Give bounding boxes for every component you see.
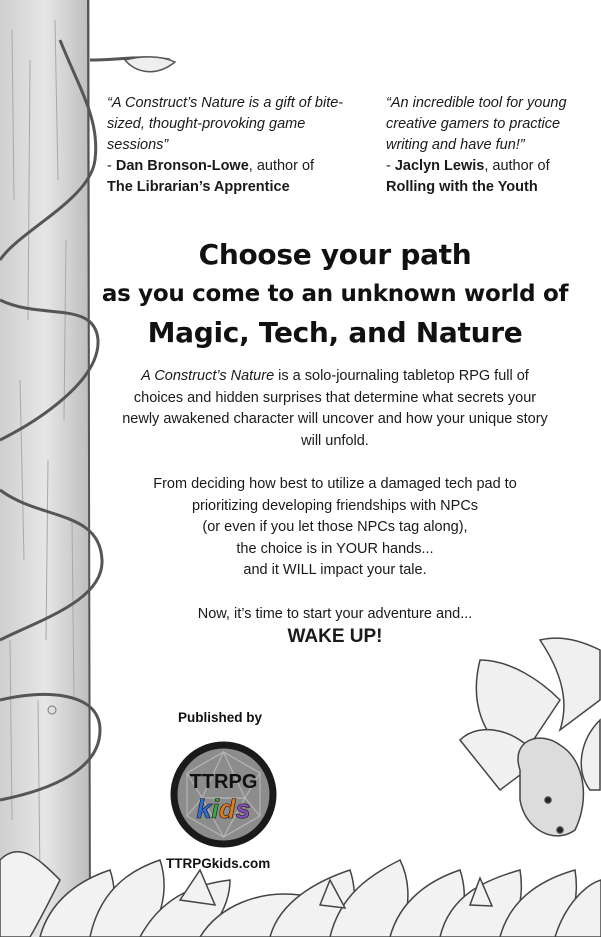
quote-2-attribution: - Jaclyn Lewis, author of (386, 158, 550, 174)
logo-word-kids (196, 794, 250, 824)
wake-up-callout: WAKE UP! (287, 626, 383, 647)
headline-line-3: Magic, Tech, and Nature (147, 316, 523, 349)
quote-2-text: “An incredible tool for young creative gamers to practice writing and have fun!” (386, 95, 567, 153)
leaf-creature (460, 638, 600, 836)
quote-1 (107, 93, 357, 198)
logo-letter-s: s (235, 794, 251, 824)
quote-1-book: The Librarian’s Apprentice (107, 179, 290, 195)
description-paragraph-3: Now, it’s time to start your adventure and... WAKE UP! (120, 604, 550, 648)
quote-2-book: Rolling with the Youth (386, 179, 538, 195)
description-paragraph-2: From deciding how best to utilize a damaged tech pad to prioritizing developing friendships with NPCs (or even if you let those NPCs tag along), the choice is in YOUR hands... and it WILL impact your tale. (153, 476, 517, 578)
logo-letter-k: k (196, 794, 212, 824)
description (120, 366, 550, 648)
logo-word-ttrpg: TTRPG (189, 771, 258, 793)
quote-1-attribution: - Dan Bronson-Lowe, author of (107, 158, 315, 174)
quote-2 (386, 93, 596, 198)
headline-line-2: as you come to an unknown world of (101, 281, 569, 307)
logo-letter-d: d (219, 794, 236, 824)
headline (80, 236, 590, 352)
published-by-label: Published by (178, 710, 263, 725)
quote-1-author: Dan Bronson-Lowe (115, 158, 249, 174)
publisher-url[interactable]: TTRPGkids.com (166, 856, 271, 871)
headline-line-1: Choose your path (198, 238, 472, 271)
description-paragraph-1: A Construct’s Nature is a solo-journaling tabletop RPG full of choices and hidden surprises that determine what secrets your newly awakened character will uncover and how your unique story will unfold. (122, 368, 548, 449)
logo-letter-i: i (211, 794, 220, 824)
game-title: A Construct’s Nature (141, 368, 275, 384)
quote-2-author: Jaclyn Lewis (394, 158, 485, 174)
quote-1-text: “A Construct’s Nature is a gift of bite-sized, thought-provoking game sessions” (107, 95, 344, 153)
publisher-logo (167, 738, 280, 851)
